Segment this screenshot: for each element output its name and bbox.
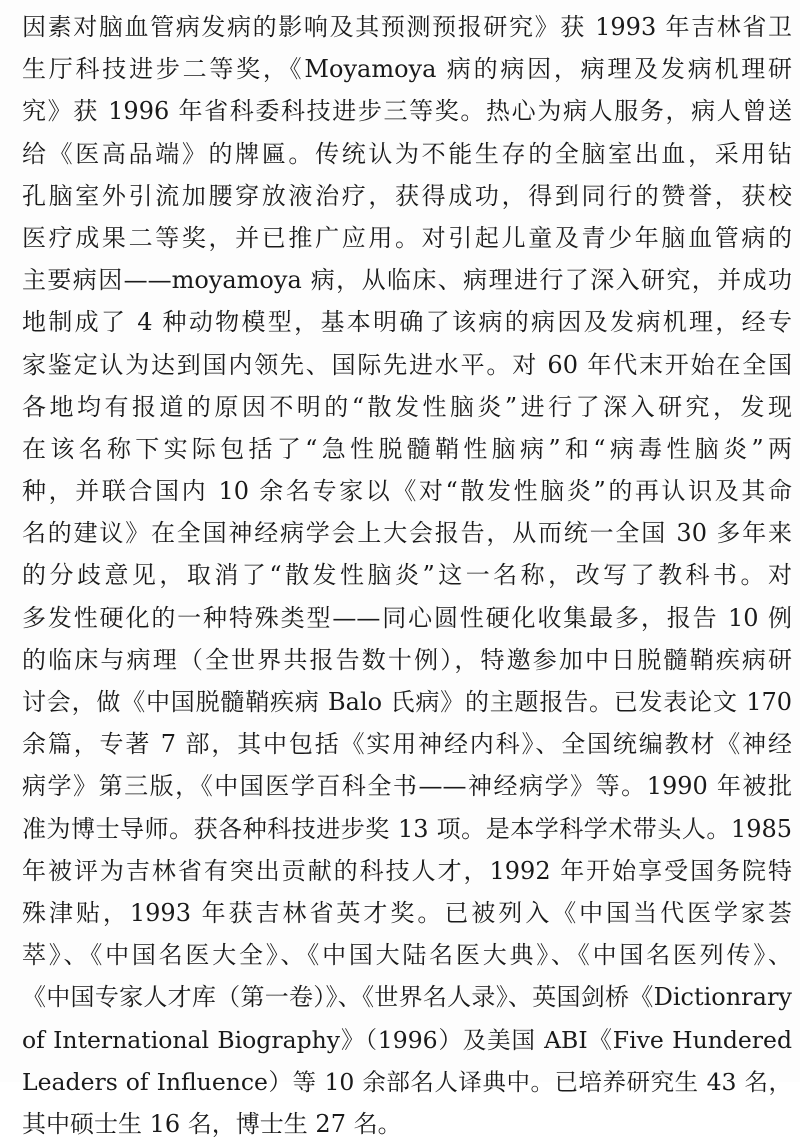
text-line: 余篇，专著 7 部，其中包括《实用神经内科》、全国统编教材《神经	[22, 730, 792, 759]
text-line: 生厅科技进步二等奖，《Moyamoya 病的病因，病理及发病机理研	[22, 55, 792, 84]
text-line: 病学》第三版，《中国医学百科全书——神经病学》等。1990 年被批	[22, 772, 792, 801]
text-line: 究》获 1996 年省科委科技进步三等奖。热心为病人服务，病人曾送	[22, 97, 792, 126]
text-line: 年被评为吉林省有突出贡献的科技人才，1992 年开始享受国务院特	[22, 856, 792, 885]
text-line: 《中国专家人才库（第一卷）》、《世界名人录》、英国剑桥《Dictionrary	[22, 983, 792, 1012]
text-line: 地制成了 4 种动物模型，基本明确了该病的病因及发病机理，经专	[22, 308, 792, 337]
text-line: 讨会，做《中国脱髓鞘疾病 Balo 氏病》的主题报告。已发表论文 170	[22, 688, 792, 716]
text-line: 名的建议》在全国神经病学会上大会报告，从而统一全国 30 多年来	[22, 519, 792, 548]
text-line: 家鉴定认为达到国内领先、国际先进水平。对 60 年代末开始在全国	[22, 350, 792, 379]
text-line: 因素对脑血管病发病的影响及其预测预报研究》获 1993 年吉林省卫	[22, 13, 792, 41]
text-line: 的临床与病理（全世界共报告数十例），特邀参加中日脱髓鞘疾病研	[22, 645, 792, 674]
text-line: 孔脑室外引流加腰穿放液治疗，获得成功，得到同行的赞誉，获校	[22, 181, 792, 210]
text-line-last: 其中硕士生 16 名，博士生 27 名。	[22, 1109, 402, 1138]
text-line: 在该名称下实际包括了“急性脱髓鞘性脑病”和“病毒性脑炎”两	[22, 434, 792, 463]
text-line: 种，并联合国内 10 余名专家以《对“散发性脑炎”的再认识及其命	[22, 477, 792, 506]
body-text	[22, 6, 792, 1145]
text-line: 萃》、《中国名医大全》、《中国大陆名医大典》、《中国名医列传》、	[22, 941, 792, 970]
text-line: 医疗成果二等奖，并已推广应用。对引起儿童及青少年脑血管病的	[22, 223, 792, 252]
text-line: 准为博士导师。获各种科技进步奖 13 项。是本学科学术带头人。1985	[22, 814, 792, 843]
text-line: Leaders of Influence）等 10 余部名人译典中。已培养研究生 43 名，	[22, 1067, 792, 1096]
text-line: 殊津贴，1993 年获吉林省英才奖。已被列入《中国当代医学家荟	[22, 898, 792, 927]
text-line: 主要病因——moyamoya 病，从临床、病理进行了深入研究，并成功	[22, 266, 792, 295]
text-line: of International Biography》（1996）及美国 ABI《Five Hundered	[22, 1025, 792, 1054]
text-line: 各地均有报道的原因不明的“散发性脑炎”进行了深入研究，发现	[22, 392, 792, 421]
text-line: 的分歧意见，取消了“散发性脑炎”这一名称，改写了教科书。对	[22, 561, 792, 590]
text-line: 多发性硬化的一种特殊类型——同心圆性硬化收集最多，报告 10 例	[22, 603, 792, 632]
text-line: 给《医高品端》的牌匾。传统认为不能生存的全脑室出血，采用钻	[22, 139, 792, 168]
